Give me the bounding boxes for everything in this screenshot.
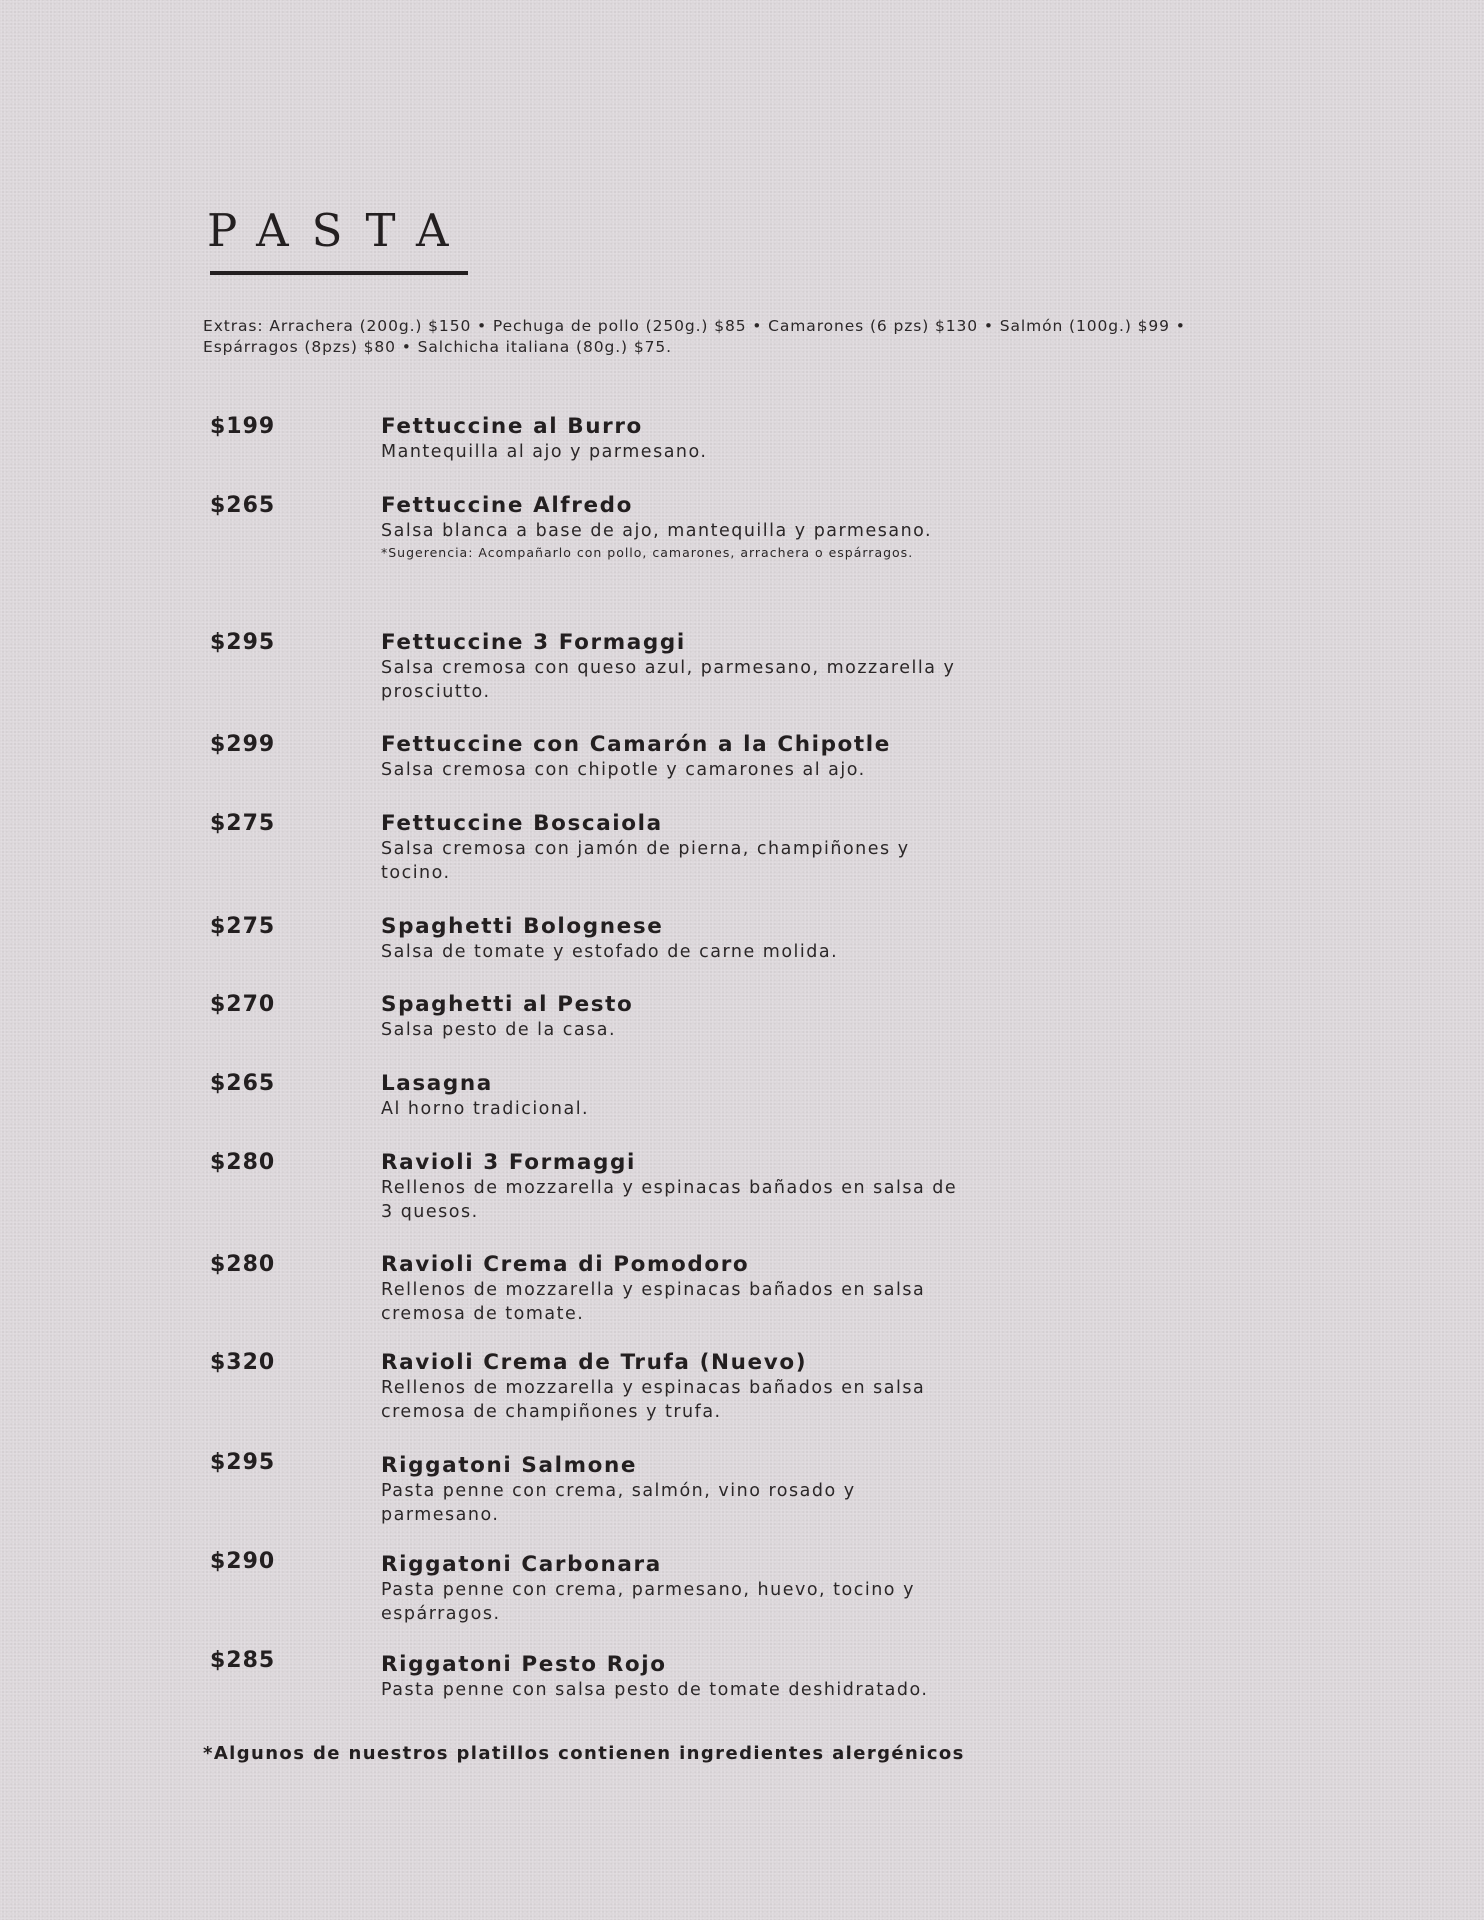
item-details <box>381 1150 971 1224</box>
item-description: Salsa cremosa con queso azul, parmesano, mozzarella y prosciutto. <box>381 658 956 702</box>
item-details <box>381 732 971 782</box>
item-details <box>381 1071 971 1121</box>
item-name: Ravioli 3 Formaggi <box>381 1150 636 1175</box>
item-name: Ravioli Crema de Trufa (Nuevo) <box>381 1350 808 1375</box>
item-name: Fettuccine 3 Formaggi <box>381 630 686 655</box>
item-details <box>381 1350 971 1424</box>
item-name: Lasagna <box>381 1071 493 1096</box>
item-price: $280 <box>210 1150 276 1175</box>
item-name: Spaghetti al Pesto <box>381 992 634 1017</box>
item-suggestion: *Sugerencia: Acompañarlo con pollo, camarones, arrachera o espárragos. <box>381 545 914 560</box>
item-price: $280 <box>210 1252 276 1277</box>
item-name: Fettuccine Alfredo <box>381 493 633 518</box>
item-price: $275 <box>210 811 276 836</box>
item-details <box>381 1252 971 1326</box>
item-price: $199 <box>210 414 276 439</box>
item-description: Rellenos de mozzarella y espinacas bañados en salsa cremosa de tomate. <box>381 1280 926 1324</box>
item-details <box>381 1549 971 1626</box>
item-description: Salsa cremosa con jamón de pierna, champiñones y tocino. <box>381 839 910 883</box>
item-details <box>381 493 941 561</box>
item-description: Rellenos de mozzarella y espinacas bañados en salsa cremosa de champiñones y trufa. <box>381 1378 926 1422</box>
item-price: $290 <box>210 1549 276 1574</box>
item-description: Pasta penne con crema, salmón, vino rosado y parmesano. <box>381 1481 856 1525</box>
item-price: $295 <box>210 1450 276 1475</box>
item-description: Pasta penne con crema, parmesano, huevo, tocino y espárragos. <box>381 1580 915 1624</box>
item-name: Riggatoni Carbonara <box>381 1552 662 1577</box>
item-details <box>381 1450 971 1527</box>
section-title: PASTA <box>207 204 472 257</box>
item-description: Salsa pesto de la casa. <box>381 1020 617 1040</box>
item-price: $270 <box>210 992 276 1017</box>
item-description: Salsa cremosa con chipotle y camarones al ajo. <box>381 760 866 780</box>
allergen-footnote: *Algunos de nuestros platillos contienen ingredientes alergénicos <box>203 1743 965 1764</box>
item-details <box>381 1652 971 1702</box>
item-details <box>381 811 971 885</box>
item-description: Salsa de tomate y estofado de carne molida. <box>381 942 839 962</box>
item-price: $295 <box>210 630 276 655</box>
item-name: Ravioli Crema di Pomodoro <box>381 1252 750 1277</box>
item-name: Spaghetti Bolognese <box>381 914 664 939</box>
item-name: Fettuccine al Burro <box>381 414 643 439</box>
item-price: $285 <box>210 1648 276 1673</box>
item-name: Riggatoni Pesto Rojo <box>381 1652 667 1677</box>
item-details <box>381 992 971 1042</box>
item-name: Riggatoni Salmone <box>381 1453 638 1478</box>
item-description: Mantequilla al ajo y parmesano. <box>381 442 708 462</box>
item-description: Rellenos de mozzarella y espinacas bañados en salsa de 3 quesos. <box>381 1178 958 1222</box>
item-description: Al horno tradicional. <box>381 1099 590 1119</box>
item-price: $320 <box>210 1350 276 1375</box>
extras-line: Extras: Arrachera (200g.) $150 • Pechuga de pollo (250g.) $85 • Camarones (6 pzs) $130 • Salmón (100g.) $99 • Espárragos (8pzs) $80 • Salchicha italiana (80g.) $75. <box>203 317 1186 356</box>
item-details <box>381 914 971 964</box>
item-description: Pasta penne con salsa pesto de tomate deshidratado. <box>381 1680 929 1700</box>
item-description: Salsa blanca a base de ajo, mantequilla y parmesano. <box>381 521 933 541</box>
item-name: Fettuccine Boscaiola <box>381 811 663 836</box>
title-underline <box>210 271 468 275</box>
item-price: $265 <box>210 493 276 518</box>
item-price: $299 <box>210 732 276 757</box>
item-name: Fettuccine con Camarón a la Chipotle <box>381 732 891 757</box>
item-price: $275 <box>210 914 276 939</box>
item-details <box>381 414 971 464</box>
item-price: $265 <box>210 1071 276 1096</box>
item-details <box>381 630 971 704</box>
